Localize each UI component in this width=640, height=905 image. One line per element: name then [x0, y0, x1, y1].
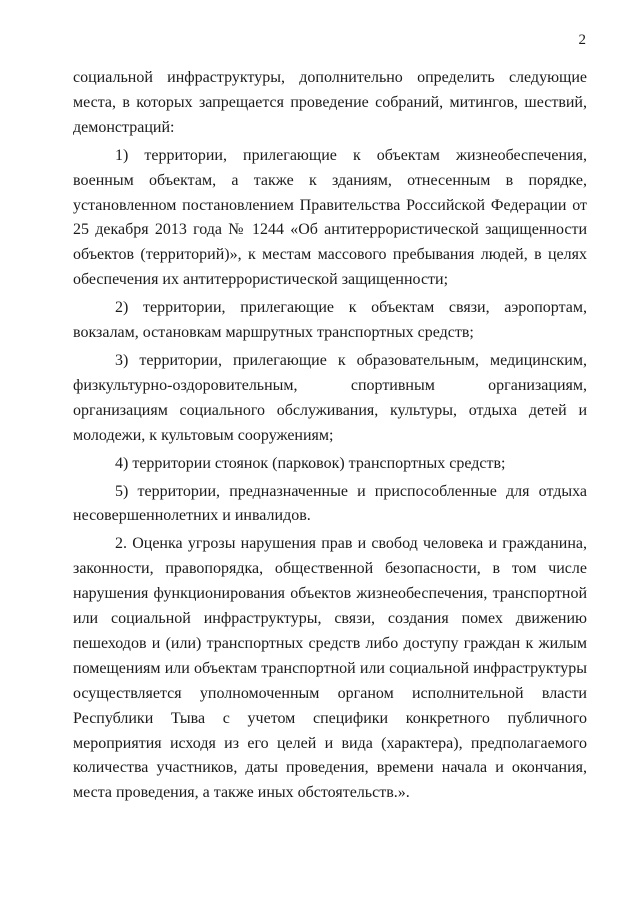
list-item-2: 2) территории, прилегающие к объектам связи, аэропортам, вокзалам, остановкам маршрутных транспортных средств; — [73, 299, 587, 342]
list-item-3: 3) территории, прилегающие к образовательным, медицинским, физкультурно-оздоровительным, спортивным организациям, организациям социального обслуживания, культуры, отдыха детей и молодежи, к культовым сооружениям; — [73, 351, 587, 444]
page-number: 2 — [578, 32, 586, 48]
paragraph-continuation: социальной инфраструктуры, дополнительно определить следующие места, в которых запрещается проведение собраний, митингов, шествий, демонстраций: — [73, 69, 587, 136]
list-item-4: 4) территории стоянок (парковок) транспортных средств; — [115, 454, 506, 472]
document-body — [73, 66, 587, 809]
section-2-paragraph: 2. Оценка угрозы нарушения прав и свобод человека и гражданина, законности, правопорядка, общественной безопасности, в том числе нарушения функционирования объектов жизнеобеспечения, транспортной или социальной инфраструктуры, связи, создания помех движению пешеходов и (или) транспортных средств либо доступу граждан к жилым помещениям или объектам транспортной или социальной инфраструктуры осуществляется уполномоченным органом исполнительной власти Республики Тыва с учетом специфики конкретного публичного мероприятия исходя из его целей и вида (характера), предполагаемого количества участников, даты проведения, времени начала и окончания, места проведения, а также иных обстоятельств.». — [73, 535, 587, 802]
list-item-5: 5) территории, предназначенные и приспособленные для отдыха несовершеннолетних и инвалидов. — [73, 482, 587, 525]
list-item-1: 1) территории, прилегающие к объектам жизнеобеспечения, военным объектам, а также к зданиям, отнесенным в порядке, установленном постановлением Правительства Российской Федерации от 25 декабря 2013 года № 1244 «Об антитеррористической защищенности объектов (территорий)», к местам массового пребывания людей, в целях обеспечения их антитеррористической защищенности; — [73, 146, 587, 289]
